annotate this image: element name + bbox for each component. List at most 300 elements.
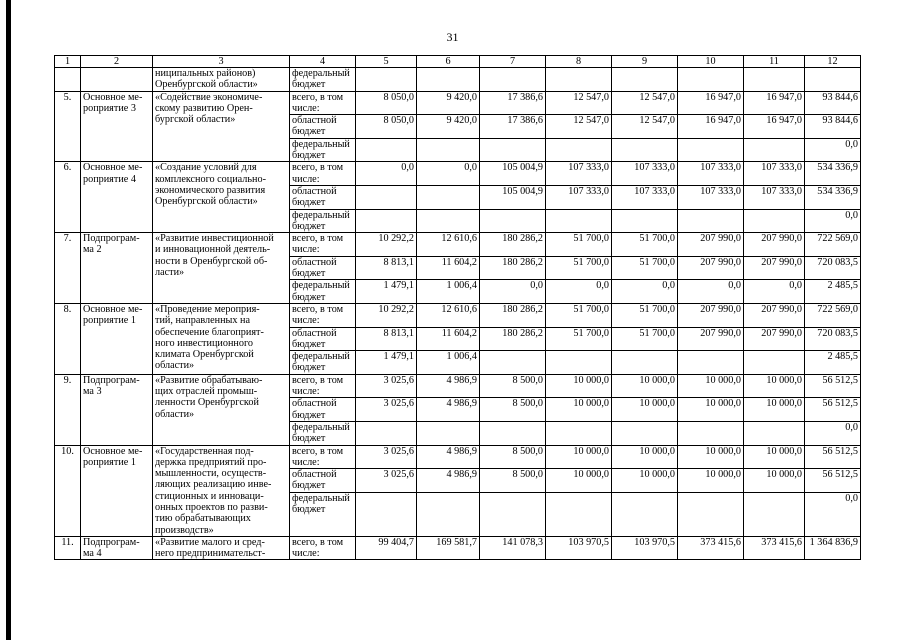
amount-cell <box>612 351 678 375</box>
cell-line: роприятие 1 <box>83 315 136 327</box>
amount-cell: 207 990,0 <box>744 327 805 351</box>
funding-source <box>290 374 356 398</box>
amount-cell: 180 286,2 <box>480 256 546 280</box>
amount-cell: 207 990,0 <box>744 303 805 327</box>
amount-cell <box>678 68 744 92</box>
funding-source <box>290 233 356 257</box>
amount-cell: 180 286,2 <box>480 327 546 351</box>
amount-cell: 10 000,0 <box>678 469 744 493</box>
column-number-2: 2 <box>81 56 153 68</box>
amount-cell <box>744 138 805 162</box>
amount-cell: 11 604,2 <box>417 256 480 280</box>
funding-source <box>290 327 356 351</box>
amount-cell: 51 700,0 <box>612 303 678 327</box>
cell-line: бюджет <box>292 480 326 492</box>
amount-cell: 0,0 <box>805 209 861 233</box>
amount-cell <box>356 492 417 536</box>
program-description <box>153 162 290 233</box>
amount-cell: 1 006,4 <box>417 351 480 375</box>
amount-cell: 8 500,0 <box>480 374 546 398</box>
amount-cell: 2 485,5 <box>805 351 861 375</box>
cell-line: всего, в том <box>292 445 344 457</box>
funding-source <box>290 138 356 162</box>
amount-cell: 51 700,0 <box>612 256 678 280</box>
amount-cell: 207 990,0 <box>744 256 805 280</box>
amount-cell: 103 970,5 <box>546 536 612 560</box>
cell-line: Подпрограм- <box>83 536 140 548</box>
amount-cell: 0,0 <box>417 162 480 186</box>
amount-cell: 107 333,0 <box>546 185 612 209</box>
amount-cell: 207 990,0 <box>678 303 744 327</box>
program-description <box>153 536 290 560</box>
funding-source <box>290 115 356 139</box>
amount-cell: 0,0 <box>805 421 861 445</box>
amount-cell: 10 000,0 <box>546 398 612 422</box>
amount-cell: 373 415,6 <box>744 536 805 560</box>
amount-cell: 16 947,0 <box>744 91 805 115</box>
cell-line: него предпринимательст- <box>155 548 266 560</box>
page-number: 31 <box>446 30 459 44</box>
amount-cell <box>417 421 480 445</box>
table-row <box>55 162 861 186</box>
funding-source <box>290 445 356 469</box>
amount-cell: 10 292,2 <box>356 233 417 257</box>
amount-cell: 8 500,0 <box>480 445 546 469</box>
amount-cell <box>480 351 546 375</box>
cell-line: федеральный <box>292 421 350 433</box>
cell-line: «Развитие обрабатываю- <box>155 374 263 386</box>
program-name <box>81 374 153 445</box>
amount-cell <box>805 68 861 92</box>
table-row <box>55 233 861 257</box>
amount-cell: 99 404,7 <box>356 536 417 560</box>
amount-cell <box>356 185 417 209</box>
funding-source <box>290 421 356 445</box>
amount-cell: 10 000,0 <box>546 445 612 469</box>
amount-cell <box>678 209 744 233</box>
cell-line: бюджет <box>292 362 326 374</box>
program-description <box>153 91 290 162</box>
amount-cell: 107 333,0 <box>744 162 805 186</box>
program-name <box>81 445 153 536</box>
funding-source <box>290 536 356 560</box>
funding-source <box>290 303 356 327</box>
amount-cell: 12 547,0 <box>546 115 612 139</box>
cell-line: бюджет <box>292 503 326 515</box>
cell-line: числе: <box>292 456 320 468</box>
cell-line: бюджет <box>292 220 326 232</box>
cell-line: роприятие 3 <box>83 102 136 114</box>
column-number-6: 6 <box>417 56 480 68</box>
amount-cell <box>417 138 480 162</box>
cell-line: всего, в том <box>292 233 344 245</box>
cell-line: ного инвестиционного <box>155 337 253 349</box>
amount-cell: 107 333,0 <box>546 162 612 186</box>
amount-cell: 1 006,4 <box>417 280 480 304</box>
amount-cell: 10 000,0 <box>744 445 805 469</box>
cell-line: «Государственная под- <box>155 445 254 457</box>
amount-cell: 207 990,0 <box>678 327 744 351</box>
amount-cell: 105 004,9 <box>480 162 546 186</box>
column-number-row <box>55 56 861 68</box>
amount-cell: 4 986,9 <box>417 398 480 422</box>
row-number <box>55 68 81 92</box>
cell-line: федеральный <box>292 138 350 150</box>
amount-cell <box>678 351 744 375</box>
column-number-8: 8 <box>546 56 612 68</box>
row-number: 7. <box>55 233 81 304</box>
amount-cell: 10 000,0 <box>678 445 744 469</box>
amount-cell: 8 050,0 <box>356 115 417 139</box>
cell-line: роприятие 1 <box>83 456 136 468</box>
funding-source <box>290 351 356 375</box>
cell-line: и инновационной деятель- <box>155 244 271 256</box>
cell-line: «Проведение мероприя- <box>155 303 260 315</box>
amount-cell: 107 333,0 <box>678 162 744 186</box>
amount-cell: 0,0 <box>678 280 744 304</box>
cell-line: федеральный <box>292 209 350 221</box>
row-number: 9. <box>55 374 81 445</box>
cell-line: ляющих реализацию инве- <box>155 479 272 491</box>
amount-cell: 51 700,0 <box>546 256 612 280</box>
cell-line: всего, в том <box>292 536 344 548</box>
amount-cell: 17 386,6 <box>480 91 546 115</box>
cell-line: области» <box>155 408 195 420</box>
amount-cell <box>612 421 678 445</box>
amount-cell: 722 569,0 <box>805 233 861 257</box>
cell-line: роприятие 4 <box>83 173 136 185</box>
row-number: 11. <box>55 536 81 560</box>
amount-cell <box>480 209 546 233</box>
amount-cell: 105 004,9 <box>480 185 546 209</box>
row-number: 8. <box>55 303 81 374</box>
amount-cell <box>546 209 612 233</box>
amount-cell <box>356 421 417 445</box>
amount-cell: 4 986,9 <box>417 469 480 493</box>
amount-cell <box>678 138 744 162</box>
program-name <box>81 162 153 233</box>
column-number-1: 1 <box>55 56 81 68</box>
cell-line: Подпрограм- <box>83 233 140 245</box>
amount-cell: 16 947,0 <box>678 115 744 139</box>
cell-line: комплексного социально- <box>155 173 266 185</box>
amount-cell <box>356 68 417 92</box>
cell-line: ленности Оренбургской <box>155 397 259 409</box>
amount-cell: 12 547,0 <box>612 115 678 139</box>
table-row <box>55 303 861 327</box>
amount-cell <box>417 209 480 233</box>
amount-cell: 169 581,7 <box>417 536 480 560</box>
cell-line: тий, направленных на <box>155 315 251 327</box>
cell-line: Основное ме- <box>83 303 143 315</box>
funding-source <box>290 185 356 209</box>
cell-line: бюджет <box>292 197 326 209</box>
amount-cell: 180 286,2 <box>480 303 546 327</box>
cell-line: онных проектов по разви- <box>155 501 268 513</box>
cell-line: числе: <box>292 173 320 185</box>
cell-line: бюджет <box>292 126 326 138</box>
cell-line: ности в Оренбургской об- <box>155 255 268 267</box>
column-number-9: 9 <box>612 56 678 68</box>
cell-line: бюджет <box>292 79 326 91</box>
amount-cell <box>546 492 612 536</box>
funding-source <box>290 91 356 115</box>
cell-line: «Развитие инвестиционной <box>155 233 274 245</box>
amount-cell <box>546 138 612 162</box>
amount-cell: 12 610,6 <box>417 233 480 257</box>
amount-cell <box>678 492 744 536</box>
amount-cell: 10 000,0 <box>612 398 678 422</box>
funding-source <box>290 256 356 280</box>
column-number-10: 10 <box>678 56 744 68</box>
column-number-5: 5 <box>356 56 417 68</box>
cell-line: областной <box>292 256 337 268</box>
amount-cell <box>612 209 678 233</box>
amount-cell: 0,0 <box>744 280 805 304</box>
cell-line: обеспечение благоприят- <box>155 326 264 338</box>
amount-cell: 93 844,6 <box>805 115 861 139</box>
amount-cell: 3 025,6 <box>356 469 417 493</box>
amount-cell <box>744 421 805 445</box>
table-row <box>55 536 861 560</box>
funding-source <box>290 209 356 233</box>
amount-cell: 51 700,0 <box>546 327 612 351</box>
cell-line: ласти» <box>155 267 185 279</box>
program-name <box>81 536 153 560</box>
amount-cell <box>678 421 744 445</box>
amount-cell: 56 512,5 <box>805 398 861 422</box>
cell-line: числе: <box>292 102 320 114</box>
amount-cell <box>417 185 480 209</box>
program-name <box>81 303 153 374</box>
amount-cell: 10 000,0 <box>612 469 678 493</box>
funding-source <box>290 162 356 186</box>
cell-line: бюджет <box>292 338 326 350</box>
amount-cell <box>612 68 678 92</box>
program-description <box>153 68 290 92</box>
cell-line: стиционных и инноваци- <box>155 490 264 502</box>
amount-cell: 1 479,1 <box>356 280 417 304</box>
amount-cell: 10 000,0 <box>744 398 805 422</box>
program-name <box>81 233 153 304</box>
amount-cell: 141 078,3 <box>480 536 546 560</box>
binding-edge-line <box>6 0 11 640</box>
amount-cell: 56 512,5 <box>805 445 861 469</box>
cell-line: Основное ме- <box>83 162 143 174</box>
cell-line: Оренбургской области» <box>155 196 258 208</box>
amount-cell: 0,0 <box>805 138 861 162</box>
cell-line: Основное ме- <box>83 445 143 457</box>
program-description <box>153 303 290 374</box>
amount-cell: 0,0 <box>805 492 861 536</box>
amount-cell <box>744 492 805 536</box>
amount-cell: 534 336,9 <box>805 162 861 186</box>
amount-cell: 10 000,0 <box>678 398 744 422</box>
amount-cell: 722 569,0 <box>805 303 861 327</box>
amount-cell: 12 547,0 <box>612 91 678 115</box>
cell-line: «Создание условий для <box>155 162 257 174</box>
amount-cell: 207 990,0 <box>744 233 805 257</box>
amount-cell: 12 610,6 <box>417 303 480 327</box>
cell-line: федеральный <box>292 280 350 292</box>
amount-cell: 9 420,0 <box>417 91 480 115</box>
cell-line: всего, в том <box>292 374 344 386</box>
cell-line: ма 4 <box>83 548 102 560</box>
amount-cell: 8 813,1 <box>356 327 417 351</box>
program-description <box>153 374 290 445</box>
amount-cell: 0,0 <box>612 280 678 304</box>
cell-line: ма 2 <box>83 244 102 256</box>
funding-source <box>290 492 356 536</box>
amount-cell <box>744 351 805 375</box>
funding-source <box>290 68 356 92</box>
amount-cell: 51 700,0 <box>612 233 678 257</box>
cell-line: климата Оренбургской <box>155 349 254 361</box>
cell-line: ниципальных районов) <box>155 68 256 79</box>
amount-cell: 207 990,0 <box>678 233 744 257</box>
amount-cell: 17 386,6 <box>480 115 546 139</box>
amount-cell <box>356 138 417 162</box>
amount-cell <box>612 138 678 162</box>
cell-line: «Содействие экономиче- <box>155 91 263 103</box>
table-row <box>55 445 861 469</box>
cell-line: федеральный <box>292 68 350 79</box>
cell-line: областной <box>292 185 337 197</box>
amount-cell: 10 000,0 <box>546 469 612 493</box>
amount-cell: 720 083,5 <box>805 256 861 280</box>
amount-cell: 107 333,0 <box>612 162 678 186</box>
column-number-3: 3 <box>153 56 290 68</box>
amount-cell: 4 986,9 <box>417 374 480 398</box>
row-number: 10. <box>55 445 81 536</box>
amount-cell: 107 333,0 <box>744 185 805 209</box>
amount-cell: 0,0 <box>480 280 546 304</box>
amount-cell: 3 025,6 <box>356 374 417 398</box>
amount-cell <box>546 421 612 445</box>
amount-cell: 56 512,5 <box>805 469 861 493</box>
cell-line: федеральный <box>292 492 350 504</box>
funding-source <box>290 280 356 304</box>
amount-cell: 10 000,0 <box>678 374 744 398</box>
amount-cell: 8 500,0 <box>480 398 546 422</box>
cell-line: скому развитию Орен- <box>155 102 253 114</box>
amount-cell: 103 970,5 <box>612 536 678 560</box>
column-number-11: 11 <box>744 56 805 68</box>
amount-cell: 3 025,6 <box>356 445 417 469</box>
cell-line: областной <box>292 398 337 410</box>
amount-cell <box>480 421 546 445</box>
amount-cell: 720 083,5 <box>805 327 861 351</box>
table-row <box>55 374 861 398</box>
amount-cell: 107 333,0 <box>678 185 744 209</box>
amount-cell: 9 420,0 <box>417 115 480 139</box>
budget-table <box>54 55 861 560</box>
cell-line: бюджет <box>292 433 326 445</box>
cell-line: тию обрабатывающих <box>155 513 251 525</box>
amount-cell <box>480 68 546 92</box>
amount-cell: 3 025,6 <box>356 398 417 422</box>
amount-cell: 10 000,0 <box>744 469 805 493</box>
amount-cell: 180 286,2 <box>480 233 546 257</box>
cell-line: числе: <box>292 548 320 560</box>
cell-line: области» <box>155 360 195 372</box>
program-description <box>153 233 290 304</box>
cell-line: Подпрограм- <box>83 374 140 386</box>
cell-line: бюджет <box>292 409 326 421</box>
cell-line: областной <box>292 115 337 127</box>
cell-line: бургской области» <box>155 114 236 126</box>
amount-cell: 10 000,0 <box>546 374 612 398</box>
amount-cell <box>480 138 546 162</box>
amount-cell: 10 292,2 <box>356 303 417 327</box>
amount-cell: 0,0 <box>546 280 612 304</box>
amount-cell: 0,0 <box>356 162 417 186</box>
cell-line: экономического развития <box>155 184 266 196</box>
cell-line: числе: <box>292 244 320 256</box>
cell-line: Основное ме- <box>83 91 143 103</box>
amount-cell <box>612 492 678 536</box>
amount-cell: 8 050,0 <box>356 91 417 115</box>
cell-line: держка предприятий про- <box>155 456 267 468</box>
amount-cell <box>417 68 480 92</box>
cell-line: бюджет <box>292 268 326 280</box>
amount-cell: 10 000,0 <box>612 374 678 398</box>
cell-line: всего, в том <box>292 303 344 315</box>
amount-cell: 4 986,9 <box>417 445 480 469</box>
cell-line: бюджет <box>292 291 326 303</box>
cell-line: числе: <box>292 315 320 327</box>
program-description <box>153 445 290 536</box>
column-number-7: 7 <box>480 56 546 68</box>
cell-line: федеральный <box>292 351 350 363</box>
amount-cell: 8 813,1 <box>356 256 417 280</box>
amount-cell: 8 500,0 <box>480 469 546 493</box>
cell-line: областной <box>292 327 337 339</box>
cell-line: щих отраслей промыш- <box>155 386 258 398</box>
cell-line: «Развитие малого и сред- <box>155 536 265 548</box>
amount-cell: 16 947,0 <box>678 91 744 115</box>
cell-line: ма 3 <box>83 386 102 398</box>
cell-line: числе: <box>292 386 320 398</box>
amount-cell: 207 990,0 <box>678 256 744 280</box>
amount-cell: 11 604,2 <box>417 327 480 351</box>
amount-cell <box>546 351 612 375</box>
amount-cell <box>356 209 417 233</box>
amount-cell: 51 700,0 <box>546 303 612 327</box>
amount-cell: 2 485,5 <box>805 280 861 304</box>
cell-line: всего, в том <box>292 91 344 103</box>
cell-line: бюджет <box>292 150 326 162</box>
amount-cell: 93 844,6 <box>805 91 861 115</box>
program-name <box>81 68 153 92</box>
amount-cell <box>744 68 805 92</box>
row-number: 5. <box>55 91 81 162</box>
amount-cell: 534 336,9 <box>805 185 861 209</box>
amount-cell: 10 000,0 <box>612 445 678 469</box>
amount-cell <box>546 68 612 92</box>
amount-cell <box>417 492 480 536</box>
column-number-4: 4 <box>290 56 356 68</box>
cell-line: производств» <box>155 524 214 536</box>
amount-cell: 1 479,1 <box>356 351 417 375</box>
amount-cell <box>744 209 805 233</box>
amount-cell: 51 700,0 <box>546 233 612 257</box>
amount-cell: 12 547,0 <box>546 91 612 115</box>
program-name <box>81 91 153 162</box>
amount-cell: 56 512,5 <box>805 374 861 398</box>
amount-cell: 10 000,0 <box>744 374 805 398</box>
table-row <box>55 91 861 115</box>
